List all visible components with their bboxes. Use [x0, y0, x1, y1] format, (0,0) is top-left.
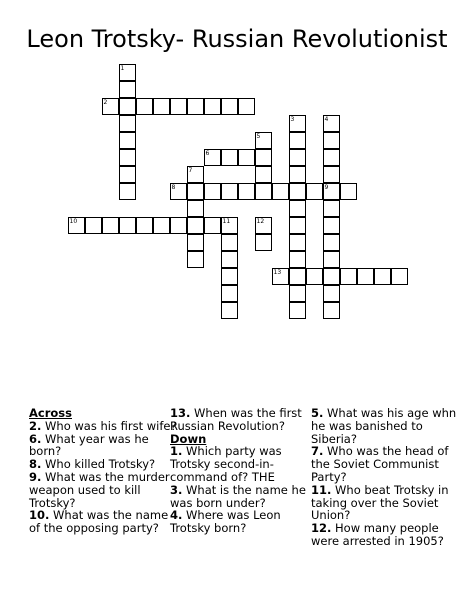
grid-cell[interactable]: [170, 98, 187, 115]
grid-cell[interactable]: [340, 183, 357, 200]
grid-cell[interactable]: [187, 98, 204, 115]
grid-cell[interactable]: [357, 268, 374, 285]
clue-number-label: 6: [205, 149, 210, 157]
grid-cell[interactable]: [323, 268, 340, 285]
grid-cell[interactable]: [204, 183, 221, 200]
grid-cell[interactable]: [306, 183, 323, 200]
grid-cell[interactable]: [289, 251, 306, 268]
grid-cell[interactable]: [255, 183, 272, 200]
clue-column-3: [311, 407, 459, 548]
clue-number-label: 1: [120, 64, 125, 72]
grid-cell[interactable]: [187, 166, 204, 183]
grid-cell[interactable]: [102, 98, 119, 115]
grid-cell[interactable]: [289, 234, 306, 251]
grid-cell[interactable]: [289, 183, 306, 200]
clue-down-3: 3. What is the name he was born under?: [170, 482, 306, 510]
grid-cell[interactable]: [119, 217, 136, 234]
grid-cell[interactable]: [136, 217, 153, 234]
grid-cell[interactable]: [119, 132, 136, 149]
puzzle-title: Leon Trotsky- Russian Revolutionist: [26, 25, 448, 53]
grid-cell[interactable]: [238, 183, 255, 200]
grid-cell[interactable]: [187, 251, 204, 268]
grid-cell[interactable]: [119, 183, 136, 200]
grid-cell[interactable]: [221, 234, 238, 251]
grid-cell[interactable]: [272, 183, 289, 200]
clue-number-label: 3: [290, 115, 295, 123]
clue-number-label: 5: [256, 132, 261, 140]
clue-column-1: [29, 407, 177, 535]
clue-down-12: 12. How many people were arrested in 1905?: [311, 521, 444, 548]
grid-cell[interactable]: [221, 98, 238, 115]
grid-cell[interactable]: [323, 285, 340, 302]
grid-cell[interactable]: [255, 217, 272, 234]
grid-cell[interactable]: [221, 285, 238, 302]
grid-cell[interactable]: [391, 268, 408, 285]
clue-across-9: 9. What was the murder weapon used to kill Trotsky?: [29, 469, 170, 510]
grid-cell[interactable]: [187, 234, 204, 251]
grid-cell[interactable]: [221, 217, 238, 234]
grid-cell[interactable]: [153, 217, 170, 234]
grid-cell[interactable]: [221, 183, 238, 200]
grid-cell[interactable]: [68, 217, 85, 234]
grid-cell[interactable]: [119, 115, 136, 132]
grid-cell[interactable]: [340, 268, 357, 285]
grid-cell[interactable]: [153, 98, 170, 115]
across-heading: Across: [29, 406, 72, 420]
grid-cell[interactable]: [85, 217, 102, 234]
grid-cell[interactable]: [102, 217, 119, 234]
grid-cell[interactable]: [255, 234, 272, 251]
grid-cell[interactable]: [119, 149, 136, 166]
grid-cell[interactable]: [170, 183, 187, 200]
clue-number-label: 2: [103, 98, 108, 106]
grid-cell[interactable]: [187, 217, 204, 234]
clue-down-4: 4. Where was Leon Trotsky born?: [170, 508, 281, 536]
grid-cell[interactable]: [323, 234, 340, 251]
grid-cell[interactable]: [187, 200, 204, 217]
grid-cell[interactable]: [119, 64, 136, 81]
grid-cell[interactable]: [238, 149, 255, 166]
clue-across-6: 6. What year was he born?: [29, 431, 149, 459]
grid-cell[interactable]: [323, 132, 340, 149]
clue-across-2: 2. Who was his first wife?: [29, 418, 177, 433]
clue-number-label: 11: [222, 217, 231, 225]
grid-cell[interactable]: [221, 302, 238, 319]
clue-column-2: [170, 407, 318, 535]
grid-cell[interactable]: [255, 132, 272, 149]
grid-cell[interactable]: [204, 217, 221, 234]
grid-cell[interactable]: [323, 217, 340, 234]
grid-cell[interactable]: [255, 149, 272, 166]
grid-cell[interactable]: [323, 183, 340, 200]
clue-number-label: 7: [188, 166, 193, 174]
clue-number-label: 4: [324, 115, 329, 123]
grid-cell[interactable]: [187, 183, 204, 200]
grid-cell[interactable]: [289, 149, 306, 166]
grid-cell[interactable]: [323, 251, 340, 268]
clue-down-7: 7. Who was the head of the Soviet Communist Party?: [311, 444, 449, 484]
grid-cell[interactable]: [272, 268, 289, 285]
clue-number-label: 12: [256, 217, 265, 225]
grid-cell[interactable]: [323, 149, 340, 166]
grid-cell[interactable]: [289, 285, 306, 302]
clue-across-13: 13. When was the first Russian Revolution?: [170, 406, 302, 433]
clue-down-11: 11. Who beat Trotsky in taking over the Soviet Union?: [311, 482, 449, 523]
grid-cell[interactable]: [289, 200, 306, 217]
grid-cell[interactable]: [289, 132, 306, 149]
grid-cell[interactable]: [255, 166, 272, 183]
clue-across-8: 8. Who killed Trotsky?: [29, 457, 156, 472]
clue-number-label: 10: [69, 217, 78, 225]
grid-cell[interactable]: [170, 217, 187, 234]
clue-number-label: 8: [171, 183, 176, 191]
clue-down-5: 5. What was his age whn he was banished to Siberia?: [311, 406, 457, 446]
grid-cell[interactable]: [323, 115, 340, 132]
grid-cell[interactable]: [306, 268, 323, 285]
grid-cell[interactable]: [289, 166, 306, 183]
grid-cell[interactable]: [136, 98, 153, 115]
grid-cell[interactable]: [289, 115, 306, 132]
grid-cell[interactable]: [119, 166, 136, 183]
grid-cell[interactable]: [289, 217, 306, 234]
grid-cell[interactable]: [238, 98, 255, 115]
grid-cell[interactable]: [221, 149, 238, 166]
grid-cell[interactable]: [119, 98, 136, 115]
clue-number-label: 13: [273, 268, 282, 276]
clue-down-1: 1. Which party was Trotsky second-in-command of? THE: [170, 444, 282, 484]
clue-number-label: 9: [324, 183, 329, 191]
grid-cell[interactable]: [204, 98, 221, 115]
grid-cell[interactable]: [323, 166, 340, 183]
grid-cell[interactable]: [323, 200, 340, 217]
grid-cell[interactable]: [119, 81, 136, 98]
grid-cell[interactable]: [221, 251, 238, 268]
down-heading: Down: [170, 431, 207, 446]
grid-cell[interactable]: [289, 302, 306, 319]
grid-cell[interactable]: [323, 302, 340, 319]
grid-cell[interactable]: [289, 268, 306, 285]
grid-cell[interactable]: [221, 268, 238, 285]
clue-across-10: 10. What was the name of the opposing party?: [29, 508, 169, 536]
grid-cell[interactable]: [374, 268, 391, 285]
grid-cell[interactable]: [204, 149, 221, 166]
